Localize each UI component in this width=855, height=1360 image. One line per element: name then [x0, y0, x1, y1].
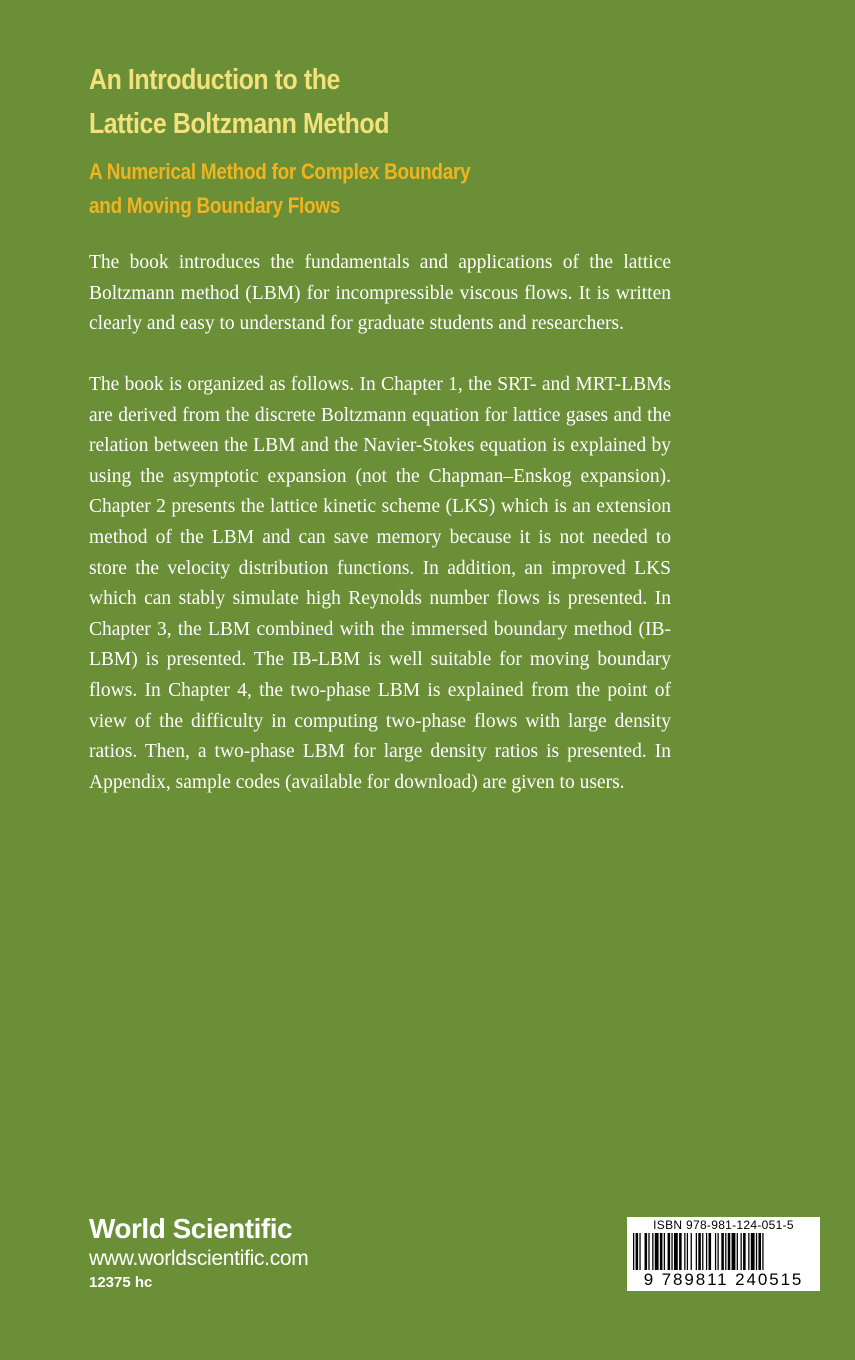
barcode-bar	[743, 1233, 746, 1273]
barcode-bar	[737, 1233, 738, 1273]
book-title	[89, 58, 605, 146]
barcode-bar	[706, 1233, 707, 1273]
barcode-bar	[725, 1233, 726, 1273]
barcode-bar	[741, 1233, 742, 1273]
book-subtitle	[89, 155, 605, 223]
barcode-bar	[702, 1233, 703, 1273]
barcode-bar	[717, 1233, 718, 1273]
book-title-line-1: An Introduction to the	[89, 64, 340, 96]
barcode-bar	[679, 1233, 682, 1273]
barcode-bar	[652, 1233, 653, 1273]
publisher-url: www.worldscientific.com	[89, 1247, 309, 1270]
barcode-bar	[671, 1233, 672, 1273]
barcode-bar	[762, 1233, 763, 1273]
barcode-bar	[691, 1233, 692, 1273]
barcode-bar	[664, 1233, 665, 1273]
barcode-bar	[674, 1233, 678, 1273]
barcode-bar	[648, 1233, 649, 1273]
barcode-bar	[645, 1233, 648, 1273]
publisher-code: 12375 hc	[89, 1274, 153, 1291]
barcode-bar	[709, 1233, 712, 1273]
book-title-line-2: Lattice Boltzmann Method	[89, 108, 390, 140]
barcode-bar	[655, 1233, 659, 1273]
barcode-bar	[721, 1233, 724, 1273]
barcode-bar	[758, 1233, 761, 1273]
publisher-name: World Scientific	[89, 1213, 293, 1244]
barcode-bar	[756, 1233, 757, 1273]
barcode-bars	[633, 1233, 814, 1273]
barcode-bar	[633, 1233, 634, 1273]
isbn-label: ISBN 978-981-124-051-5	[653, 1218, 794, 1232]
barcode-bar	[696, 1233, 697, 1273]
barcode-bar	[715, 1233, 716, 1273]
book-subtitle-line-1: A Numerical Method for Complex Boundary	[89, 159, 471, 184]
publisher-block	[89, 1212, 309, 1294]
barcode-bar	[698, 1233, 701, 1273]
barcode-bar	[732, 1233, 736, 1273]
barcode-digits: 9 789811 240515	[627, 1270, 820, 1290]
isbn-barcode	[627, 1217, 820, 1291]
book-subtitle-line-2: and Moving Boundary Flows	[89, 193, 341, 218]
barcode-bar	[660, 1233, 663, 1273]
barcode-bar	[636, 1233, 639, 1273]
barcode-bar	[684, 1233, 685, 1273]
description-paragraph-2: The book is organized as follows. In Chapter 1, the SRT- and MRT-LBMs are derived from the discrete Boltzmann equation for lattice gases and the relation between the LBM and the Navier-Stokes equation is explained by using the asymptotic expansion (not the Chapman–Enskog expansion). Chapter 2 presents the lattice kinetic scheme (LKS) which is an extension method of the LBM and can save memory because it is not needed to store the velocity distribution functions. In addition, an improved LKS which can stably simulate high Reynolds number flows is presented. In Chapter 3, the LBM combined with the immersed boundary method (IB-LBM) is presented. The IB-LBM is well suitable for moving boundary flows. In Chapter 4, the two-phase LBM is explained from the point of view of the difficulty in computing two-phase flows with large density ratios. Then, a two-phase LBM for large density ratios is presented. In Appendix, sample codes (available for download) are given to users.	[89, 374, 671, 793]
barcode-bar	[748, 1233, 749, 1273]
barcode-bar	[668, 1233, 671, 1273]
barcode-bar	[751, 1233, 755, 1273]
barcode-bar	[687, 1233, 688, 1273]
barcode-bar	[728, 1233, 731, 1273]
barcode-bar	[639, 1233, 640, 1273]
description-paragraph-1: The book introduces the fundamentals and applications of the lattice Boltzmann method (LBM) for incompressible viscous flows. It is written clearly and easy to understand for graduate students and researchers.	[89, 252, 671, 335]
